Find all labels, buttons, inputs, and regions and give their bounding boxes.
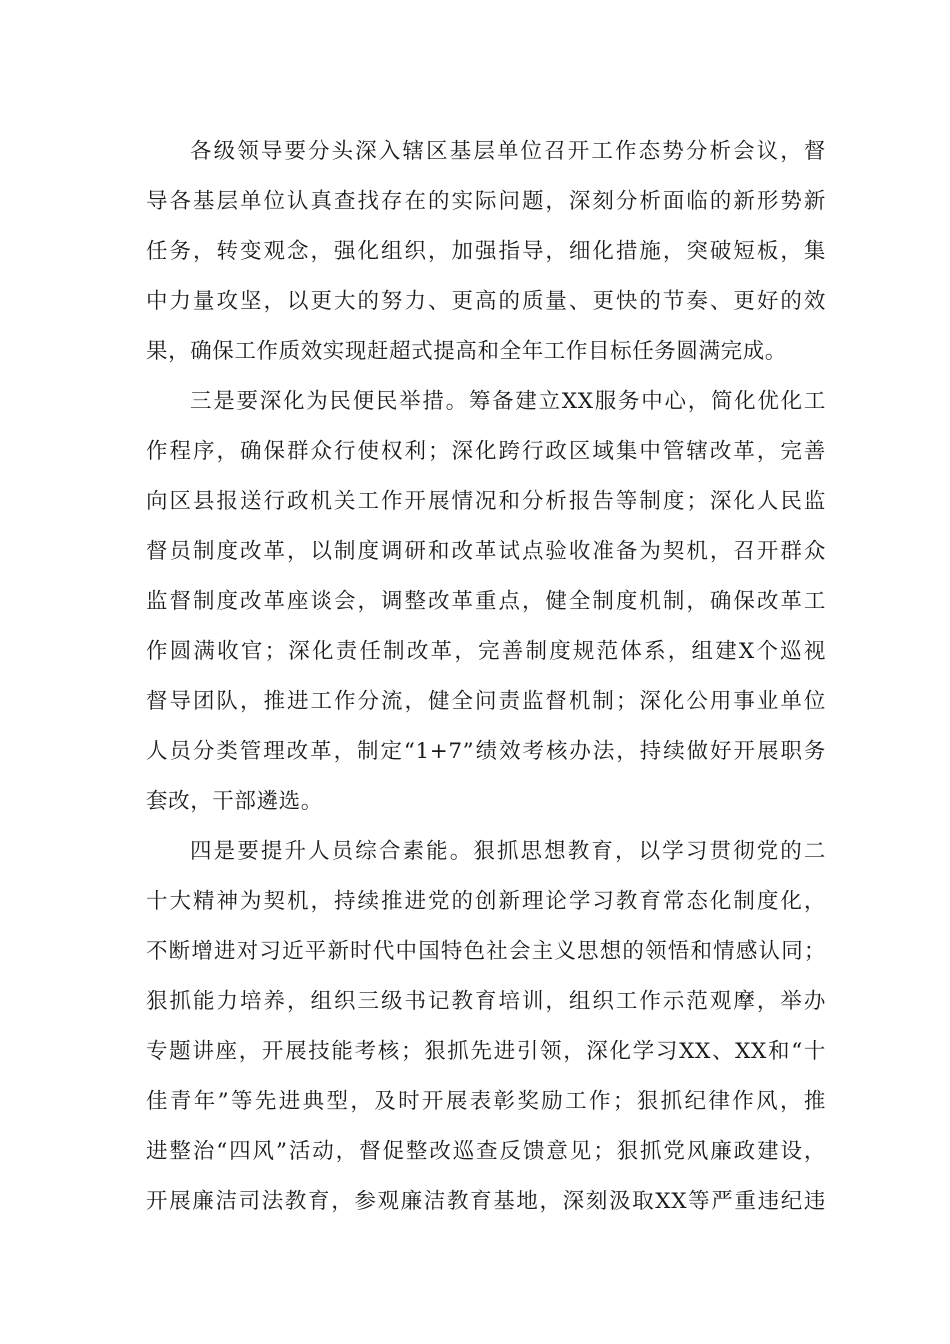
text-line: 督导团队，推进工作分流，健全问责监督机制；深化公用事业单位 xyxy=(146,689,826,714)
paragraph-leadership-analysis xyxy=(146,136,826,386)
text-line: 中力量攻坚，以更大的努力、更高的质量、更快的节奏、更好的效 xyxy=(146,289,826,314)
text-line: 人员分类管理改革，制定“1+7”绩效考核办法，持续做好开展职务 xyxy=(146,739,826,764)
text-line: 十大精神为契机，持续推进党的创新理论学习教育常态化制度化， xyxy=(146,889,826,914)
text-line: 向区县报送行政机关工作开展情况和分析报告等制度；深化人民监 xyxy=(146,489,826,514)
text-line: 监督制度改革座谈会，调整改革重点，健全制度机制，确保改革工 xyxy=(146,589,826,614)
text-line: 狠抓能力培养，组织三级书记教育培训，组织工作示范观摩，举办 xyxy=(146,989,826,1014)
text-line: 三是要深化为民便民举措。筹备建立XX服务中心，简化优化工 xyxy=(190,389,826,414)
text-line: 四是要提升人员综合素能。狠抓思想教育，以学习贯彻党的二 xyxy=(190,839,826,864)
text-line: 进整治“四风”活动，督促整改巡查反馈意见；狠抓党风廉政建设， xyxy=(146,1139,826,1164)
paragraph-deepen-service-measures xyxy=(146,386,826,836)
text-line: 导各基层单位认真查找存在的实际问题，深刻分析面临的新形势新 xyxy=(146,189,826,214)
text-line: 佳青年”等先进典型，及时开展表彰奖励工作；狠抓纪律作风，推 xyxy=(146,1089,826,1114)
text-line: 开展廉洁司法教育，参观廉洁教育基地，深刻汲取XX等严重违纪违 xyxy=(146,1189,826,1214)
text-line: 套改，干部遴选。 xyxy=(146,789,323,814)
text-line: 果，确保工作质效实现赶超式提高和全年工作目标任务圆满完成。 xyxy=(146,339,787,364)
text-line: 督员制度改革，以制度调研和改革试点验收准备为契机，召开群众 xyxy=(146,539,826,564)
text-line: 专题讲座，开展技能考核；狠抓先进引领，深化学习XX、XX和“十 xyxy=(146,1039,826,1064)
text-line: 任务，转变观念，强化组织，加强指导，细化措施，突破短板，集 xyxy=(146,239,826,264)
text-line: 作程序，确保群众行使权利；深化跨行政区域集中管辖改革，完善 xyxy=(146,439,826,464)
document-page xyxy=(146,136,826,1236)
paragraph-improve-staff-capability xyxy=(146,836,826,1236)
text-line: 不断增进对习近平新时代中国特色社会主义思想的领悟和情感认同； xyxy=(146,939,826,964)
text-line: 各级领导要分头深入辖区基层单位召开工作态势分析会议，督 xyxy=(190,139,826,164)
text-line: 作圆满收官；深化责任制改革，完善制度规范体系，组建X个巡视 xyxy=(146,639,826,664)
